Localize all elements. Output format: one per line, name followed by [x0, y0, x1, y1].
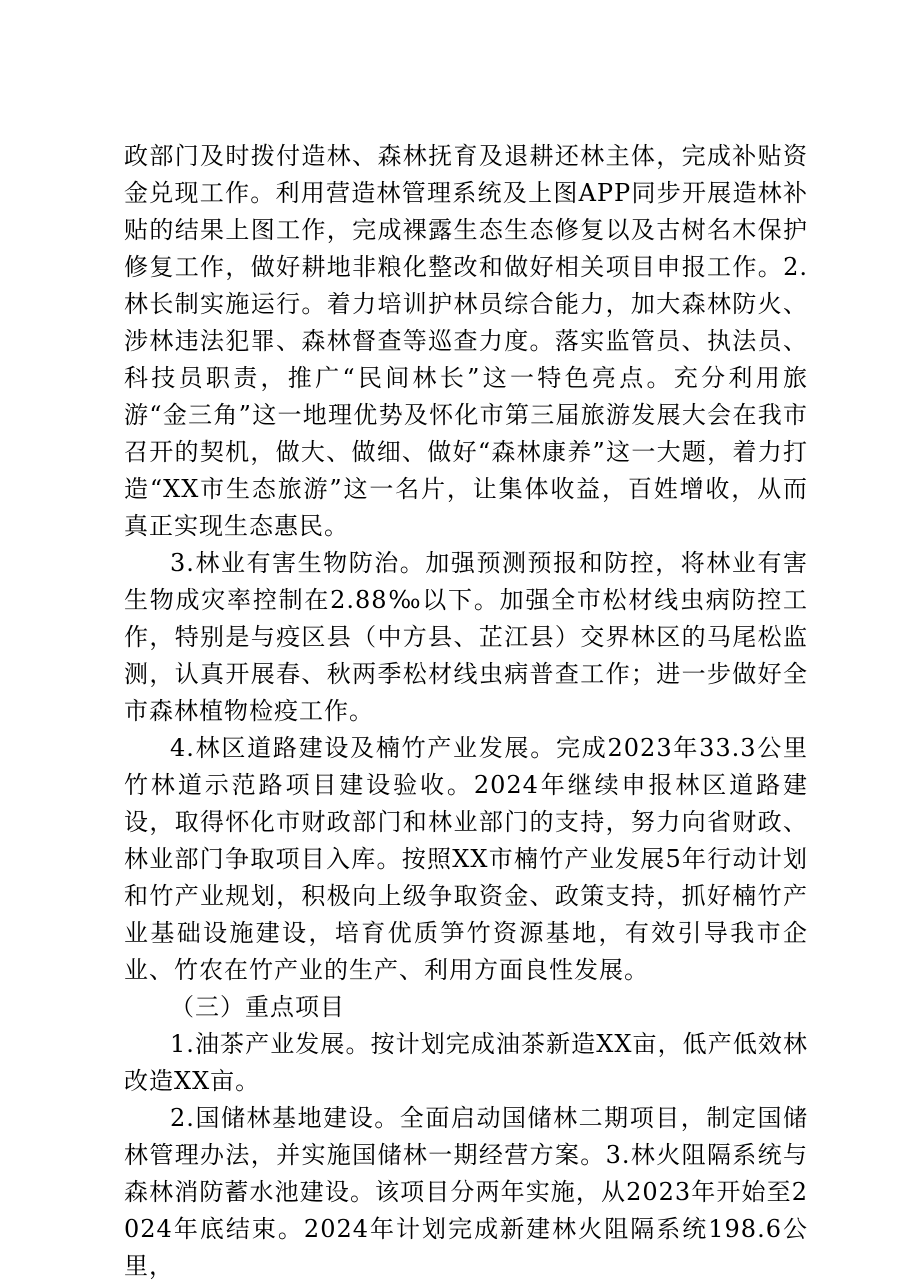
paragraph-pest-control: 3.林业有害生物防治。加强预测预报和防控，将林业有害生物成灾率控制在2.88‰以下。加强全市松材线虫病防控工作，特别是与疫区县（中方县、芷江县）交界林区的马尾松监测，认真开展春、秋两季松材线虫病普查工作；进一步做好全市森林植物检疫工作。: [124, 549, 808, 725]
paragraph-national-reserve-forest: 2.国储林基地建设。全面启动国储林二期项目，制定国储林管理办法，并实施国储林一期经营方案。3.林火阻隔系统与森林消防蓄水池建设。该项目分两年实施，从2023年开始至2024年底结束。2024年计划完成新建林火阻隔系统198.6公里，: [124, 1104, 808, 1280]
section-heading-key-projects: （三）重点项目: [170, 993, 345, 1021]
document-body: [124, 138, 808, 1285]
paragraph-camellia-industry: 1.油茶产业发展。按计划完成油茶新造XX亩，低产低效林改造XX亩。: [124, 1030, 808, 1095]
paragraph-continuation: 政部门及时拨付造林、森林抚育及退耕还林主体，完成补贴资金兑现工作。利用营造林管理系统及上图APP同步开展造林补贴的结果上图工作，完成裸露生态生态修复以及古树名木保护修复工作，做好耕地非粮化整改和做好相关项目申报工作。2.林长制实施运行。着力培训护林员综合能力，加大森林防火、涉林违法犯罪、森林督查等巡查力度。落实监管员、执法员、科技员职责，推广“民间林长”这一特色亮点。充分利用旅游“金三角”这一地理优势及怀化市第三届旅游发展大会在我市召开的契机，做大、做细、做好“森林康养”这一大题，着力打造“XX市生态旅游”这一名片，让集体收益，百姓增收，从而真正实现生态惠民。: [124, 142, 808, 540]
paragraph-forest-roads-bamboo: 4.林区道路建设及楠竹产业发展。完成2023年33.3公里竹林道示范路项目建设验收。2024年继续申报林区道路建设，取得怀化市财政部门和林业部门的支持，努力向省财政、林业部门争取项目入库。按照XX市楠竹产业发展5年行动计划和竹产业规划，积极向上级争取资金、政策支持，抓好楠竹产业基础设施建设，培育优质笋竹资源基地，有效引导我市企业、竹农在竹产业的生产、利用方面良性发展。: [124, 734, 808, 984]
